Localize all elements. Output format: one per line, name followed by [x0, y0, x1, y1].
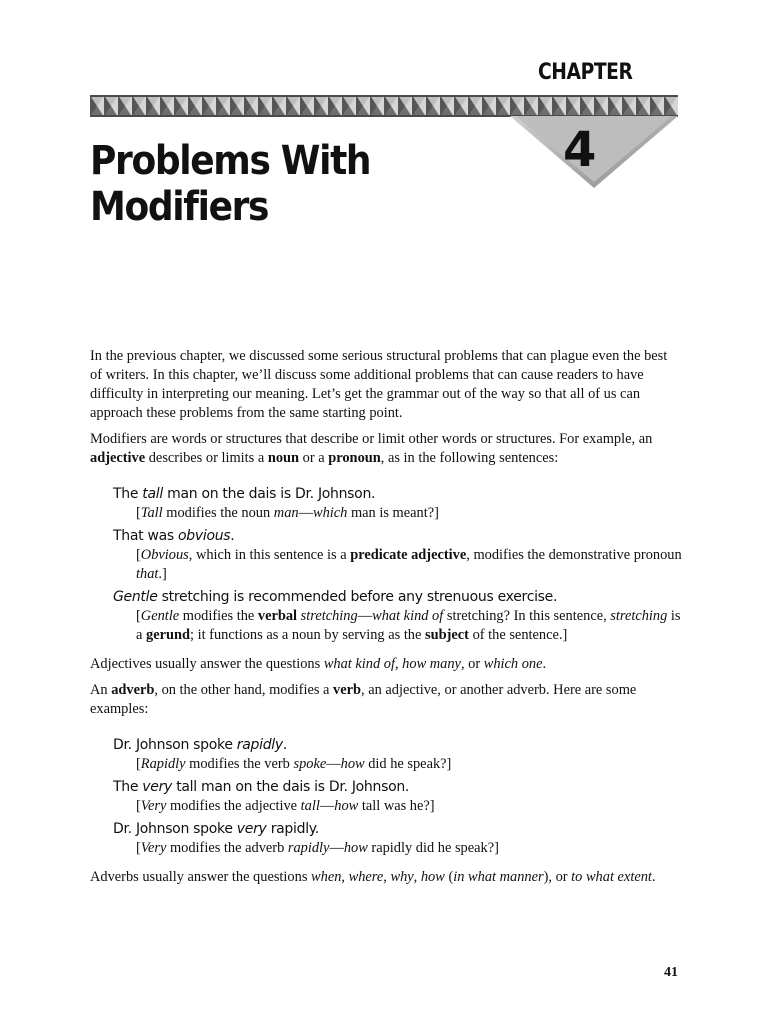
example-explanation: [Obvious, which in this sentence is a predicate adjective, modifies the demonstrative pronoun that.]	[136, 547, 682, 582]
example-item	[113, 526, 682, 584]
modifiers-definition-paragraph: Modifiers are words or structures that describe or limit other words or structures. For example, an adjective describes or limits a noun or a pronoun, as in the following sentences:	[90, 431, 653, 466]
example-item	[113, 735, 682, 774]
example-explanation: [Very modifies the adverb rapidly—how rapidly did he speak?]	[136, 840, 499, 856]
chapter-label: CHAPTER	[538, 60, 633, 85]
chapter-title	[90, 138, 468, 230]
example-explanation: [Very modifies the adjective tall—how tall was he?]	[136, 798, 435, 814]
chapter-number: 4	[563, 122, 597, 178]
example-explanation: [Rapidly modifies the verb spoke—how did he speak?]	[136, 756, 452, 772]
adjective-examples	[113, 484, 682, 645]
adverb-intro-paragraph: An adverb, on the other hand, modifies a verb, an adjective, or another adverb. Here are some examples:	[90, 682, 637, 717]
example-sentence: That was obvious.	[113, 528, 235, 544]
chapter-decorative-band	[90, 95, 678, 117]
example-sentence: Dr. Johnson spoke very rapidly.	[113, 821, 319, 837]
example-item	[113, 587, 682, 645]
page-number: 41	[664, 965, 678, 980]
example-explanation: [Tall modifies the noun man—which man is meant?]	[136, 505, 439, 521]
example-explanation: [Gentle modifies the verbal stretching—what kind of stretching? In this sentence, stretching is a gerund; it functions as a noun by serving as the subject of the sentence.]	[136, 608, 681, 643]
example-item	[113, 484, 682, 523]
chapter-title-line-1: Problems With	[90, 138, 371, 184]
example-item	[113, 819, 682, 858]
adjective-summary-paragraph: Adjectives usually answer the questions what kind of, how many, or which one.	[90, 656, 547, 672]
example-sentence: Dr. Johnson spoke rapidly.	[113, 737, 288, 753]
adverb-examples	[113, 735, 682, 858]
example-sentence: The tall man on the dais is Dr. Johnson.	[113, 486, 376, 502]
example-item	[113, 777, 682, 816]
example-sentence: The very tall man on the dais is Dr. Johnson.	[113, 779, 410, 795]
chapter-body	[90, 347, 682, 894]
chapter-title-line-2: Modifiers	[90, 184, 269, 230]
example-sentence: Gentle stretching is recommended before any strenuous exercise.	[113, 589, 558, 605]
intro-paragraph: In the previous chapter, we discussed some serious structural problems that can plague even the best of writers. In this chapter, we’ll discuss some additional problems that can cause readers to have difficulty in interpreting our meaning. Let’s get the grammar out of the way so that all of us can approach these problems from the same starting point.	[90, 348, 668, 421]
adverb-summary-paragraph: Adverbs usually answer the questions when, where, why, how (in what manner), or to what extent.	[90, 869, 656, 885]
